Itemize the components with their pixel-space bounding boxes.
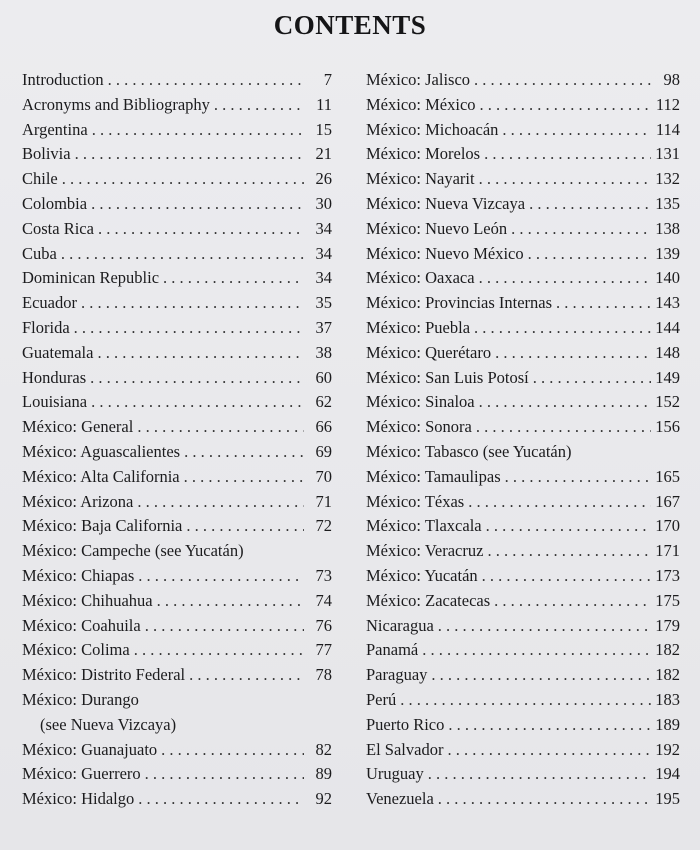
- toc-entry: [366, 192, 680, 217]
- toc-entry-page-number: 173: [655, 565, 680, 585]
- dot-leader: [74, 316, 304, 341]
- toc-entry-page-number: 135: [655, 193, 680, 213]
- toc-entry-page-number: 132: [655, 169, 680, 189]
- dot-leader: [214, 93, 304, 118]
- toc-entry-label: México: Chihuahua: [22, 590, 153, 610]
- dot-leader: [145, 762, 304, 787]
- dot-leader: [145, 614, 304, 639]
- toc-entry: [366, 366, 680, 391]
- toc-entry-label: México: Querétaro: [366, 342, 492, 362]
- dot-leader: [528, 242, 652, 267]
- dot-leader: [138, 787, 304, 812]
- dot-leader: [486, 514, 652, 539]
- toc-entry-label: Perú: [366, 689, 397, 709]
- toc-entry-page-number: 7: [323, 70, 332, 89]
- toc-entry: [22, 465, 332, 490]
- toc-entry-label: México: Sonora: [366, 417, 472, 437]
- toc-entry-page-number: 26: [315, 169, 332, 189]
- toc-entry-page-number: 11: [316, 94, 332, 114]
- dot-leader: [163, 266, 304, 291]
- dot-leader: [62, 167, 304, 192]
- toc-entry-label: México: Nayarit: [366, 169, 475, 189]
- toc-entry-label: Argentina: [22, 119, 88, 139]
- dot-leader: [474, 316, 651, 341]
- toc-entry: [366, 614, 680, 639]
- toc-entry-label: México: San Luis Potosí: [366, 367, 529, 387]
- toc-entry: [22, 663, 332, 688]
- toc-entry-page-number: 194: [655, 764, 680, 784]
- toc-entry-label: Acronyms and Bibliography: [22, 94, 210, 114]
- toc-entry: [22, 539, 332, 564]
- toc-entry-label: México: Nuevo México: [366, 243, 524, 263]
- toc-entry: [22, 316, 332, 341]
- toc-entry-page-number: 112: [655, 94, 680, 114]
- toc-entry-label: Bolivia: [22, 144, 71, 164]
- dot-leader: [480, 93, 652, 118]
- toc-entry-label: México: Yucatán: [366, 565, 478, 585]
- toc-entry: [22, 341, 332, 366]
- dot-leader: [92, 118, 304, 143]
- dot-leader: [438, 614, 651, 639]
- dot-leader: [448, 713, 651, 738]
- toc-entry-page-number: 70: [315, 466, 332, 486]
- toc-entry: [366, 316, 680, 341]
- toc-entry-label: México: Hidalgo: [22, 789, 135, 809]
- toc-entry-page-number: 114: [655, 119, 680, 139]
- toc-entry-label: México: Oaxaca: [366, 268, 475, 288]
- toc-entry: [22, 514, 332, 539]
- toc-entry-page-number: 15: [315, 119, 332, 139]
- dot-leader: [511, 217, 651, 242]
- toc-entry-label: Cuba: [22, 243, 57, 263]
- toc-entry: [22, 167, 332, 192]
- toc-entry-page-number: 165: [655, 466, 680, 486]
- dot-leader: [137, 490, 304, 515]
- toc-entry: [366, 490, 680, 515]
- toc-entry-page-number: 62: [315, 392, 332, 412]
- dot-leader: [431, 663, 651, 688]
- toc-entry: [366, 539, 680, 564]
- toc-entry-label: Costa Rica: [22, 218, 94, 238]
- toc-entry-page-number: 21: [315, 144, 332, 164]
- toc-entry-label: Panamá: [366, 640, 419, 660]
- dot-leader: [422, 638, 651, 663]
- toc-entry-page-number: 139: [655, 243, 680, 263]
- toc-entry: [366, 663, 680, 688]
- dot-leader: [505, 465, 652, 490]
- dot-leader: [502, 118, 651, 143]
- toc-entry-label: México: Zacatecas: [366, 590, 491, 610]
- toc-entry-page-number: 34: [315, 218, 332, 238]
- toc-entry-label: El Salvador: [366, 739, 444, 759]
- toc-entry-label: México: Coahuila: [22, 615, 141, 635]
- toc-entry-label: Honduras: [22, 367, 87, 387]
- toc-entry: [366, 738, 680, 763]
- toc-entry: [366, 217, 680, 242]
- toc-entry: [366, 713, 680, 738]
- toc-entry: [366, 93, 680, 118]
- dot-leader: [134, 638, 304, 663]
- dot-leader: [91, 390, 304, 415]
- toc-entry-label: México: Jalisco: [366, 70, 471, 89]
- toc-entry-page-number: 138: [655, 218, 680, 238]
- dot-leader: [495, 341, 651, 366]
- dot-leader: [428, 762, 652, 787]
- toc-entry: [366, 242, 680, 267]
- toc-entry-label: México: Guerrero: [22, 764, 141, 784]
- toc-entry: [366, 688, 680, 713]
- dot-leader: [529, 192, 651, 217]
- toc-entry: [22, 266, 332, 291]
- toc-entry-page-number: 60: [315, 367, 332, 387]
- toc-entry: [22, 291, 332, 316]
- toc-entry-page-number: 98: [663, 70, 680, 89]
- toc-entry-label: México: Morelos: [366, 144, 481, 164]
- dot-leader: [108, 68, 304, 93]
- toc-entry-page-number: 69: [315, 441, 332, 461]
- toc-entry: [22, 390, 332, 415]
- toc-entry-page-number: 37: [315, 317, 332, 337]
- toc-entry-label: México: General: [22, 417, 134, 437]
- toc-entry: [22, 490, 332, 515]
- toc-entry-label: México: México: [366, 94, 476, 114]
- toc-entry-page-number: 74: [315, 590, 332, 610]
- dot-leader: [447, 738, 651, 763]
- toc-entry: [366, 787, 680, 812]
- toc-entry-page-number: 175: [655, 590, 680, 610]
- dot-leader: [484, 142, 651, 167]
- dot-leader: [157, 589, 304, 614]
- toc-entry: [22, 192, 332, 217]
- toc-entry-label: México: Sinaloa: [366, 392, 475, 412]
- toc-entry: [366, 142, 680, 167]
- toc-entry: [366, 415, 680, 440]
- toc-entry: [22, 217, 332, 242]
- toc-entry-page-number: 30: [315, 193, 332, 213]
- dot-leader: [161, 738, 304, 763]
- toc-entry: [22, 142, 332, 167]
- toc-entry-label: México: Durango: [22, 689, 139, 709]
- toc-entry-label: México: Provincias Internas: [366, 293, 553, 313]
- toc-entry: [22, 93, 332, 118]
- toc-entry: [366, 291, 680, 316]
- dot-leader: [184, 465, 304, 490]
- toc-entry: [22, 787, 332, 812]
- dot-leader: [90, 366, 304, 391]
- toc-entry-page-number: 144: [655, 317, 680, 337]
- toc-entry-label: Guatemala: [22, 342, 94, 362]
- toc-entry-page-number: 34: [315, 243, 332, 263]
- toc-entry-label: Colombia: [22, 193, 88, 213]
- toc-entry-label: México: Colima: [22, 640, 130, 660]
- toc-entry-page-number: 140: [655, 268, 680, 288]
- dot-leader: [75, 142, 304, 167]
- dot-leader: [533, 366, 652, 391]
- toc-entry-page-number: 77: [315, 640, 332, 660]
- toc-entry-page-number: 34: [315, 268, 332, 288]
- toc-entry: [22, 688, 332, 713]
- toc-entry-label: Puerto Rico: [366, 714, 445, 734]
- toc-entry: [366, 266, 680, 291]
- dot-leader: [438, 787, 651, 812]
- toc-entry-page-number: 182: [655, 665, 680, 685]
- toc-entry-label: Chile: [22, 169, 58, 189]
- page-title: CONTENTS: [273, 10, 427, 40]
- dot-leader: [186, 514, 304, 539]
- toc-entry: [22, 638, 332, 663]
- toc-entry-page-number: 92: [315, 789, 332, 809]
- toc-entry-label: México: Téxas: [366, 491, 465, 511]
- toc-entry-label: Paraguay: [366, 665, 428, 685]
- toc-entry: [22, 713, 332, 738]
- toc-entry-page-number: 179: [655, 615, 680, 635]
- dot-leader: [97, 341, 304, 366]
- dot-leader: [91, 192, 304, 217]
- toc-entry-label: Nicaragua: [366, 615, 434, 635]
- toc-entry-label: Venezuela: [366, 789, 434, 809]
- toc-entry-label: (see Nueva Vizcaya): [40, 714, 177, 734]
- toc-entry-page-number: 156: [655, 417, 680, 437]
- toc-entry-label: México: Chiapas: [22, 565, 135, 585]
- dot-leader: [98, 217, 304, 242]
- toc-entry-page-number: 167: [655, 491, 680, 511]
- toc-entry: [366, 762, 680, 787]
- toc-entry-page-number: 195: [655, 789, 680, 809]
- dot-leader: [474, 68, 652, 93]
- toc-entry-label: México: Tamaulipas: [366, 466, 501, 486]
- dot-leader: [400, 688, 651, 713]
- toc-entry-page-number: 89: [315, 764, 332, 784]
- toc-entry-page-number: 189: [655, 714, 680, 734]
- toc-entry: [22, 242, 332, 267]
- toc-entry-label: Introduction: [22, 70, 104, 89]
- toc-entry-page-number: 152: [655, 392, 680, 412]
- toc-entry-label: México: Aguascalientes: [22, 441, 181, 461]
- toc-entry-page-number: 182: [655, 640, 680, 660]
- dot-leader: [468, 490, 651, 515]
- toc-entry: [22, 738, 332, 763]
- toc-entry: [22, 415, 332, 440]
- toc-entry-page-number: 76: [315, 615, 332, 635]
- toc-entry-page-number: 171: [655, 541, 680, 561]
- toc-entry-label: México: Baja California: [22, 516, 183, 536]
- toc-entry-page-number: 183: [655, 689, 680, 709]
- dot-leader: [184, 440, 304, 465]
- toc-entry-label: México: Campeche (see Yucatán): [22, 541, 244, 561]
- toc-entry: [22, 589, 332, 614]
- toc-entry: [366, 118, 680, 143]
- dot-leader: [476, 415, 651, 440]
- toc-entry-label: Uruguay: [366, 764, 424, 784]
- toc-entry-page-number: 78: [315, 665, 332, 685]
- toc-entry: [22, 440, 332, 465]
- toc-entry: [366, 440, 680, 465]
- toc-entry: [366, 514, 680, 539]
- dot-leader: [487, 539, 651, 564]
- toc-entry: [22, 68, 332, 93]
- dot-leader: [479, 167, 652, 192]
- toc-entry-label: México: Veracruz: [366, 541, 484, 561]
- toc-entry-label: Dominican Republic: [22, 268, 160, 288]
- toc-entry: [366, 167, 680, 192]
- toc-entry: [22, 118, 332, 143]
- toc-entry-label: México: Nueva Vizcaya: [366, 193, 526, 213]
- dot-leader: [479, 266, 652, 291]
- toc-entry-label: México: Puebla: [366, 317, 471, 337]
- toc-entry: [22, 366, 332, 391]
- toc-entry: [366, 341, 680, 366]
- toc-entry-page-number: 192: [655, 739, 680, 759]
- toc-entry-label: México: Tlaxcala: [366, 516, 482, 536]
- toc-entry-page-number: 143: [655, 293, 680, 313]
- contents-column-left: [22, 68, 332, 812]
- toc-entry: [366, 390, 680, 415]
- dot-leader: [138, 564, 304, 589]
- dot-leader: [482, 564, 652, 589]
- toc-entry-page-number: 71: [315, 491, 332, 511]
- toc-entry: [366, 68, 680, 93]
- toc-entry-page-number: 72: [315, 516, 332, 536]
- toc-entry: [366, 589, 680, 614]
- toc-entry-page-number: 148: [655, 342, 680, 362]
- toc-entry-label: México: Nuevo León: [366, 218, 508, 238]
- toc-entry-label: Ecuador: [22, 293, 77, 313]
- toc-entry-label: México: Arizona: [22, 491, 134, 511]
- toc-entry: [22, 762, 332, 787]
- toc-entry-label: México: Michoacán: [366, 119, 499, 139]
- toc-entry-page-number: 35: [315, 293, 332, 313]
- dot-leader: [61, 242, 304, 267]
- toc-entry-page-number: 82: [315, 739, 332, 759]
- toc-entry: [366, 564, 680, 589]
- toc-entry: [22, 564, 332, 589]
- toc-entry: [366, 465, 680, 490]
- toc-entry: [366, 638, 680, 663]
- toc-entry-label: Louisiana: [22, 392, 88, 412]
- dot-leader: [556, 291, 651, 316]
- toc-entry-page-number: 149: [655, 367, 680, 387]
- toc-entry-page-number: 73: [315, 565, 332, 585]
- contents-column-right: [366, 68, 680, 812]
- toc-entry-page-number: 131: [655, 144, 680, 164]
- toc-entry-label: México: Distrito Federal: [22, 665, 186, 685]
- toc-entry-label: México: Alta California: [22, 466, 180, 486]
- toc-entry: [22, 614, 332, 639]
- dot-leader: [81, 291, 304, 316]
- toc-entry-page-number: 66: [315, 417, 332, 437]
- toc-entry-page-number: 170: [655, 516, 680, 536]
- dot-leader: [494, 589, 651, 614]
- toc-entry-label: Florida: [22, 317, 70, 337]
- toc-entry-page-number: 38: [315, 342, 332, 362]
- dot-leader: [189, 663, 304, 688]
- dot-leader: [137, 415, 304, 440]
- dot-leader: [479, 390, 652, 415]
- toc-entry-label: México: Guanajuato: [22, 739, 158, 759]
- toc-entry-label: México: Tabasco (see Yucatán): [366, 441, 572, 461]
